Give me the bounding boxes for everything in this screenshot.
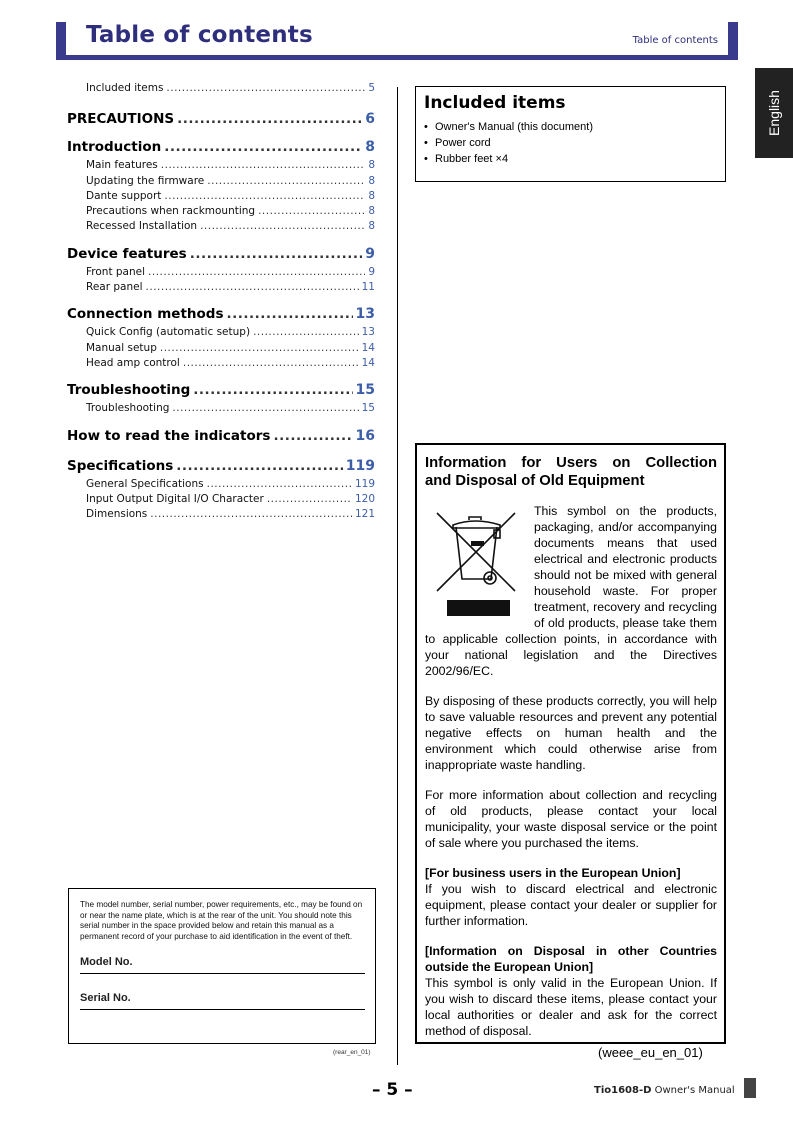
model-serial-box	[68, 888, 376, 1044]
toc-entry-label: PRECAUTIONS	[67, 111, 175, 128]
toc-entry-page: 121	[354, 508, 375, 521]
list-item: • Rubber feet ×4	[424, 151, 717, 167]
header-underline	[56, 55, 738, 60]
toc-entry-page: 8	[368, 205, 375, 218]
weee-business-text: If you wish to discard electrical and electronic equipment, please contact your dealer or supplier for further information.	[425, 882, 717, 928]
weee-other-heading: [Information on Disposal in other Countries outside the European Union]	[425, 944, 717, 974]
serial-number-field: Serial No.	[80, 992, 365, 1010]
toc-entry-page: 119	[354, 477, 375, 490]
toc-entry-label: Included items	[86, 82, 164, 94]
page-number: – 5 –	[372, 1080, 413, 1100]
footer-marker	[744, 1078, 756, 1098]
weee-paragraph-1: This symbol on the products, packaging, and/or accompanying documents means that used electrical and electronic products should not be mixed with general household waste. For proper treatment, recovery and recycling of old products, please take them to applicable collection points, in accordance with your national legislation and the Directives 2002/96/EC.	[425, 504, 717, 678]
toc-entry-label: Dimensions	[86, 508, 148, 521]
toc-entry[interactable]	[67, 508, 375, 523]
toc-dot-leader	[207, 175, 365, 187]
toc-dot-leader	[267, 493, 352, 505]
weee-footnote: (weee_eu_en_01)	[598, 1045, 703, 1060]
included-items-list	[424, 119, 717, 167]
toc-entry-page: 11	[361, 281, 375, 294]
toc-entry-label: Connection methods	[67, 306, 224, 323]
toc-entry-label: How to read the indicators	[67, 427, 271, 444]
language-tab-label: English	[766, 90, 782, 136]
toc-dot-leader	[160, 342, 359, 354]
toc-dot-leader	[164, 190, 365, 202]
toc-dot-leader	[176, 458, 342, 474]
toc-dot-leader	[200, 220, 365, 232]
toc-entry-label: Updating the firmware	[86, 174, 205, 187]
weee-bar-marker	[447, 600, 510, 616]
running-header-label: Table of contents	[632, 35, 718, 46]
header-left-bar	[56, 22, 66, 58]
toc-entry-page: 8	[365, 139, 375, 156]
toc-entry-page: 5	[368, 82, 375, 94]
toc-entry[interactable]	[67, 326, 375, 341]
model-name: Tio1608-D	[594, 1085, 652, 1096]
weee-title-line1: Information for Users on Collection	[425, 455, 717, 471]
toc-entry-page: 119	[345, 457, 375, 474]
header-right-bar	[728, 22, 738, 60]
toc-dot-leader	[164, 139, 362, 155]
toc-entry[interactable]	[67, 159, 375, 174]
toc-entry[interactable]	[67, 111, 375, 131]
toc-dot-leader	[166, 82, 365, 94]
weee-paragraph-2: By disposing of these products correctly, you will help to save valuable resources and prevent any potential negative effects on human health and the environment which could otherwise arise from inappropriate waste handling.	[425, 694, 717, 772]
toc-entry[interactable]	[67, 478, 375, 493]
toc-entry[interactable]	[67, 357, 375, 372]
toc-entry-label: Precautions when rackmounting	[86, 205, 256, 218]
toc-entry-label: Introduction	[67, 139, 162, 156]
toc-entry-page: 13	[361, 326, 375, 339]
toc-entry-label: Troubleshooting	[86, 402, 170, 415]
list-item: • Power cord	[424, 135, 717, 151]
weee-other-text: This symbol is only valid in the European Union. If you wish to discard these items, please contact your local authorities or dealer and ask for the correct method of disposal.	[425, 976, 717, 1038]
toc-entry-page: 8	[368, 159, 375, 172]
table-of-contents	[67, 82, 375, 523]
weee-title-line2: and Disposal of Old Equipment	[425, 473, 645, 489]
toc-entry-page: 120	[354, 492, 375, 505]
weee-disposal-box	[415, 443, 726, 1044]
model-serial-note: The model number, serial number, power requirements, etc., may be found on or near the name plate, which is at the rear of the unit. You should note this serial number in the space provided below and retain this manual as a permanent record of your purchase to aid identification in the event of theft.	[80, 900, 363, 941]
toc-dot-leader	[172, 402, 358, 414]
toc-entry[interactable]	[67, 281, 375, 296]
toc-entry[interactable]	[67, 220, 375, 235]
toc-entry-page: 14	[361, 341, 375, 354]
model-serial-footnote: (rear_en_01)	[333, 1049, 371, 1056]
weee-paragraph-3: For more information about collection and recycling of old products, please contact your local municipality, your waste disposal service or the point of sale where you purchased the items.	[425, 788, 717, 850]
toc-dot-leader	[148, 266, 365, 278]
toc-entry[interactable]	[67, 266, 375, 281]
weee-business-section	[425, 865, 717, 929]
toc-entry-label: Head amp control	[86, 356, 180, 369]
toc-entry[interactable]	[67, 458, 375, 478]
toc-dot-leader	[161, 159, 366, 171]
weee-other-section	[425, 943, 717, 1039]
included-items-box	[415, 86, 726, 182]
toc-entry[interactable]	[67, 82, 375, 97]
toc-dot-leader	[190, 246, 363, 262]
toc-dot-leader	[193, 382, 352, 398]
toc-entry-page: 14	[361, 356, 375, 369]
toc-entry[interactable]	[67, 493, 375, 508]
toc-entry-page: 8	[368, 220, 375, 233]
weee-business-heading: [For business users in the European Union]	[425, 866, 681, 880]
toc-entry[interactable]	[67, 139, 375, 159]
toc-entry-label: Input Output Digital I/O Character	[86, 492, 264, 505]
column-divider	[397, 87, 398, 1065]
toc-entry-page: 8	[368, 189, 375, 202]
toc-entry-label: Dante support	[86, 189, 162, 202]
toc-entry-label: General Specifications	[86, 477, 204, 490]
toc-entry-page: 15	[361, 402, 375, 415]
toc-dot-leader	[258, 205, 365, 217]
manual-name	[594, 1085, 735, 1096]
toc-dot-leader	[146, 281, 359, 293]
toc-entry[interactable]	[67, 382, 375, 402]
toc-entry-page: 13	[355, 306, 375, 323]
toc-entry[interactable]	[67, 205, 375, 220]
toc-entry-page: 15	[355, 382, 375, 399]
wheelie-bin-icon	[425, 503, 525, 598]
toc-entry-label: Manual setup	[86, 341, 157, 354]
toc-dot-leader	[177, 111, 362, 127]
toc-entry-label: Main features	[86, 159, 158, 172]
toc-entry[interactable]	[67, 306, 375, 326]
toc-entry-label: Rear panel	[86, 281, 143, 294]
toc-dot-leader	[150, 508, 352, 520]
toc-entry[interactable]	[67, 175, 375, 190]
toc-dot-leader	[183, 357, 359, 369]
included-items-title: Included items	[424, 93, 566, 113]
toc-entry-page: 6	[365, 111, 375, 128]
page-title: Table of contents	[86, 22, 313, 48]
toc-dot-leader	[207, 478, 352, 490]
toc-entry-label: Quick Config (automatic setup)	[86, 326, 251, 339]
toc-entry[interactable]	[67, 428, 375, 448]
language-tab	[755, 68, 793, 158]
manual-label: Owner's Manual	[651, 1085, 735, 1096]
toc-entry[interactable]	[67, 342, 375, 357]
crossed-out-wheelie-bin-icon	[425, 503, 525, 628]
toc-entry[interactable]	[67, 190, 375, 205]
toc-entry-page: 9	[365, 245, 375, 262]
toc-entry[interactable]	[67, 402, 375, 417]
toc-dot-leader	[227, 306, 353, 322]
toc-entry-label: Front panel	[86, 265, 146, 278]
list-item: • Owner's Manual (this document)	[424, 119, 717, 135]
toc-dot-leader	[273, 428, 352, 444]
toc-entry-label: Device features	[67, 245, 187, 262]
toc-entry[interactable]	[67, 246, 375, 266]
toc-entry-label: Specifications	[67, 457, 174, 474]
toc-entry-page: 8	[368, 174, 375, 187]
toc-dot-leader	[253, 326, 359, 338]
toc-entry-label: Recessed Installation	[86, 220, 198, 233]
model-number-field: Model No.	[80, 956, 365, 974]
toc-entry-label: Troubleshooting	[67, 382, 191, 399]
weee-title	[425, 454, 717, 490]
toc-entry-page: 9	[368, 265, 375, 278]
toc-entry-page: 16	[355, 427, 375, 444]
